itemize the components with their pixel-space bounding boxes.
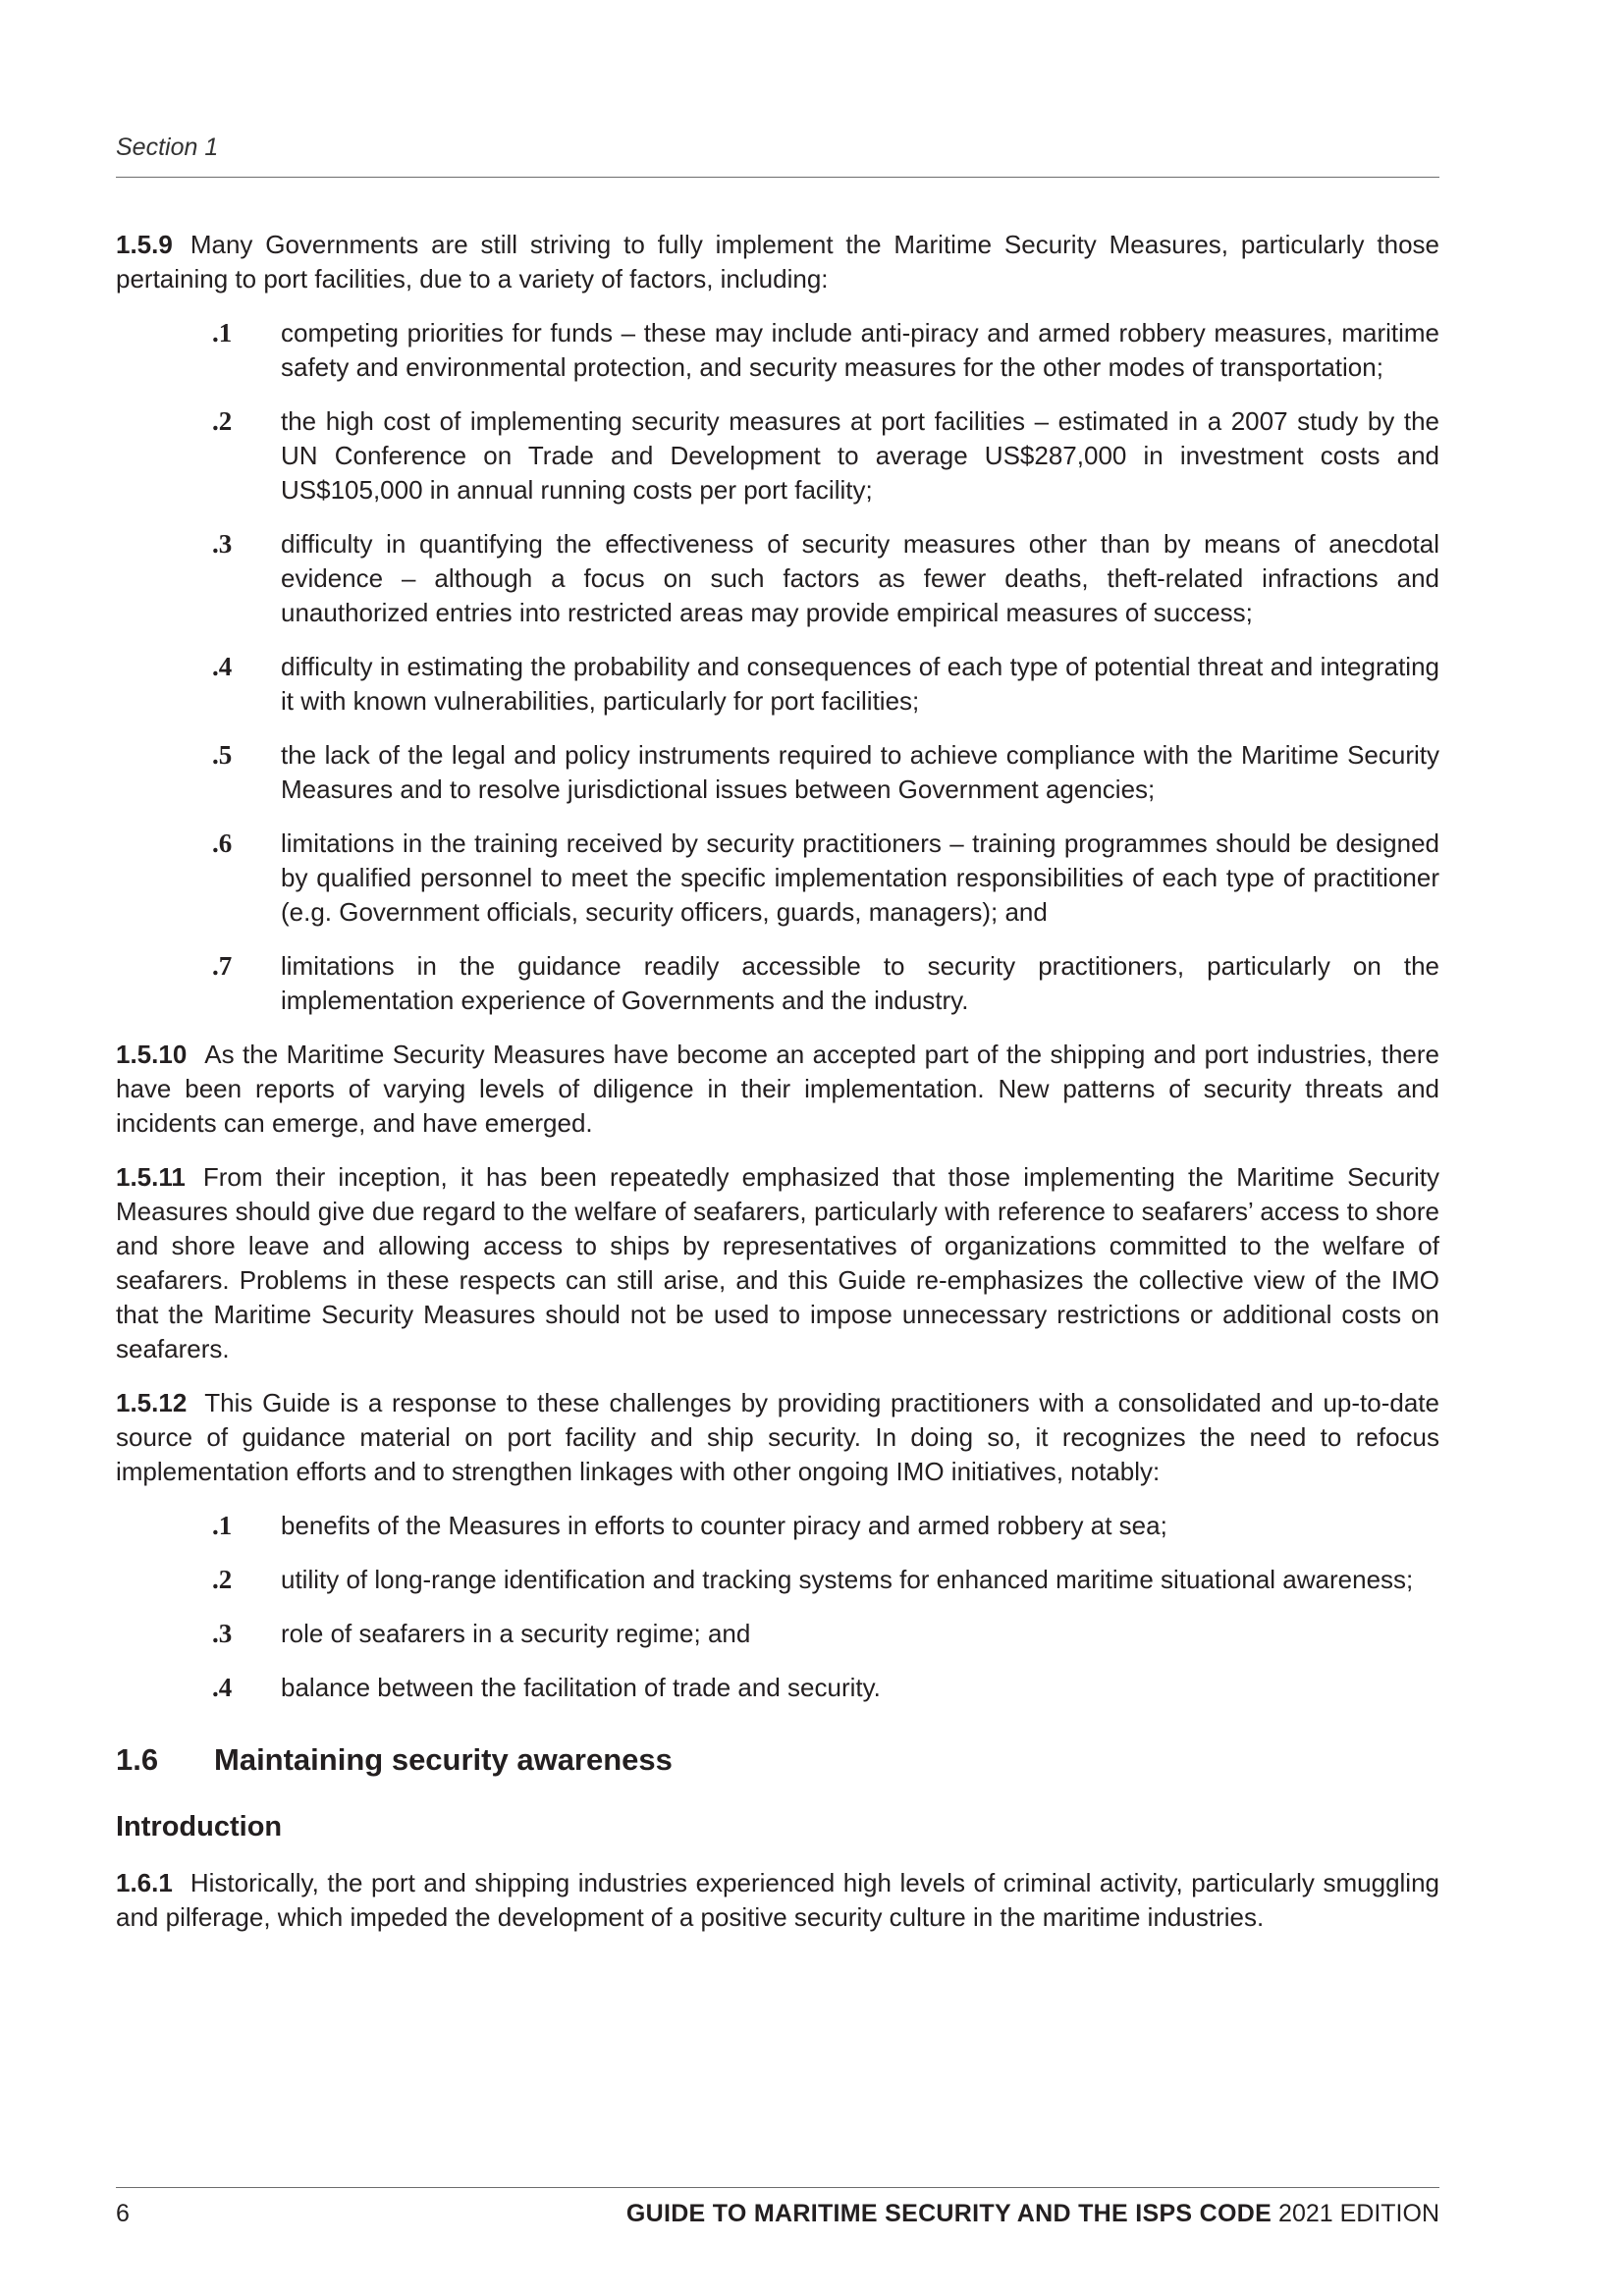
item-text: balance between the facilitation of trade and security. xyxy=(281,1673,881,1702)
paragraph-text: This Guide is a response to these challenges by providing practitioners with a consolidated and up-to-date source of guidance material on port facility and ship security. In doing so, it recognizes the need to refocus implementation efforts and to strengthen linkages with other ongoing IMO initiatives, notably: xyxy=(116,1388,1439,1486)
paragraph-text: As the Maritime Security Measures have become an accepted part of the shipping and port industries, there have been reports of varying levels of diligence in their implementation. New patterns of security threats and incidents can emerge, and have emerged. xyxy=(116,1040,1439,1138)
item-number: .5 xyxy=(212,740,233,770)
section-title: Maintaining security awareness xyxy=(214,1742,673,1777)
page-number: 6 xyxy=(116,2200,130,2227)
list-item xyxy=(116,949,1439,1018)
paragraph-text: Historically, the port and shipping industries experienced high levels of criminal activity, particularly smuggling and pilferage, which impeded the development of a positive security culture in the maritime industries. xyxy=(116,1868,1439,1932)
list-item xyxy=(116,1509,1439,1543)
item-text: benefits of the Measures in efforts to counter piracy and armed robbery at sea; xyxy=(281,1511,1167,1540)
paragraph-1-6-1 xyxy=(116,1866,1439,1935)
paragraph-number: 1.5.10 xyxy=(116,1040,188,1069)
item-text: limitations in the guidance readily accessible to security practitioners, particularly on the implementation experience of Governments and the industry. xyxy=(281,951,1439,1015)
item-number: .1 xyxy=(212,318,233,347)
item-text: competing priorities for funds – these may include anti-piracy and armed robbery measures, maritime safety and environmental protection, and security measures for the other modes of transportation; xyxy=(281,318,1439,382)
list-item xyxy=(116,650,1439,719)
item-text: difficulty in quantifying the effectiveness of security measures other than by means of anecdotal evidence – although a focus on such factors as fewer deaths, theft-related infractions and unauthorized entries into restricted areas may provide empirical measures of success; xyxy=(281,529,1439,627)
footer-rule xyxy=(116,2187,1439,2188)
paragraph-1-5-12 xyxy=(116,1386,1439,1489)
item-text: the lack of the legal and policy instruments required to achieve compliance with the Maritime Security Measures and to resolve jurisdictional issues between Government agencies; xyxy=(281,740,1439,804)
factor-list xyxy=(116,316,1439,1018)
paragraph-text: Many Governments are still striving to fully implement the Maritime Security Measures, particularly those pertaining to port facilities, due to a variety of factors, including: xyxy=(116,230,1439,294)
item-number: .2 xyxy=(212,406,233,436)
list-item xyxy=(116,1563,1439,1597)
paragraph-number: 1.6.1 xyxy=(116,1868,173,1897)
item-text: utility of long-range identification and tracking systems for enhanced maritime situational awareness; xyxy=(281,1565,1414,1594)
item-text: difficulty in estimating the probability and consequences of each type of potential threat and integrating it with known vulnerabilities, particularly for port facilities; xyxy=(281,652,1439,716)
body-text xyxy=(116,228,1439,1954)
item-number: .4 xyxy=(212,652,233,681)
book-title-main: GUIDE TO MARITIME SECURITY AND THE ISPS CODE xyxy=(625,2200,1272,2227)
book-title xyxy=(626,2199,1439,2228)
item-number: .1 xyxy=(212,1511,233,1540)
item-number: .6 xyxy=(212,828,233,858)
list-item xyxy=(116,1671,1439,1705)
paragraph-1-5-10 xyxy=(116,1038,1439,1141)
header-rule xyxy=(116,177,1439,178)
paragraph-1-5-9 xyxy=(116,228,1439,296)
section-number: 1.6 xyxy=(116,1742,159,1777)
paragraph-1-5-11 xyxy=(116,1160,1439,1366)
book-edition: 2021 EDITION xyxy=(1278,2200,1439,2227)
running-head: Section 1 xyxy=(116,133,219,161)
initiative-list xyxy=(116,1509,1439,1705)
list-item xyxy=(116,1617,1439,1651)
list-item xyxy=(116,527,1439,630)
list-item xyxy=(116,738,1439,807)
list-item xyxy=(116,404,1439,507)
paragraph-number: 1.5.9 xyxy=(116,230,173,259)
item-number: .3 xyxy=(212,529,233,559)
subheading: Introduction xyxy=(116,1811,283,1842)
item-number: .2 xyxy=(212,1565,233,1594)
paragraph-text: From their inception, it has been repeatedly emphasized that those implementing the Maritime Security Measures should give due regard to the welfare of seafarers, particularly with reference to seafarers’ access to shore and shore leave and allowing access to ships by representatives of organizations committed to the welfare of seafarers. Problems in these respects can still arise, and this Guide re-emphasizes the collective view of the IMO that the Maritime Security Measures should not be used to impose unnecessary restrictions or additional costs on seafarers. xyxy=(116,1162,1439,1363)
paragraph-number: 1.5.12 xyxy=(116,1388,188,1417)
item-number: .7 xyxy=(212,951,233,981)
section-heading xyxy=(116,1740,1439,1780)
item-number: .3 xyxy=(212,1619,233,1648)
list-item xyxy=(116,827,1439,930)
item-number: .4 xyxy=(212,1673,233,1702)
item-text: the high cost of implementing security measures at port facilities – estimated in a 2007 study by the UN Conference on Trade and Development to average US$287,000 in investment costs and US$105,000 in annual running costs per port facility; xyxy=(281,406,1439,505)
item-text: limitations in the training received by security practitioners – training programmes should be designed by qualified personnel to meet the specific implementation responsibilities of each type of practitioner (e.g. Government officials, security officers, guards, managers); and xyxy=(281,828,1439,927)
paragraph-number: 1.5.11 xyxy=(116,1162,186,1192)
list-item xyxy=(116,316,1439,385)
item-text: role of seafarers in a security regime; and xyxy=(281,1619,751,1648)
